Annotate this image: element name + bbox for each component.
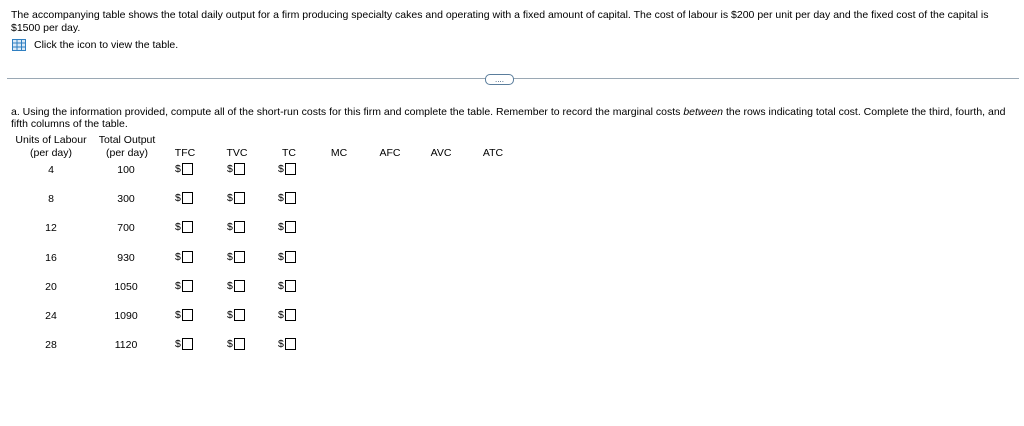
tfc-entry: $ [175,309,193,321]
tc-entry: $ [278,192,296,204]
header-avc: AVC [430,147,452,159]
tfc-entry: $ [175,338,193,350]
tvc-entry: $ [227,221,245,233]
tvc-input[interactable] [234,338,245,350]
tfc-entry: $ [175,280,193,292]
intro-text: The accompanying table shows the total daily output for a firm producing specialty cakes and operating with a fixed amount of capital. The cost of labour is $200 per unit per day and the fixed cost of the capital is $1500 per day. [11,9,989,34]
tfc-entry: $ [175,251,193,263]
tc-entry: $ [278,251,296,263]
tvc-input[interactable] [234,192,245,204]
header-total-output: Total Output (per day) [98,134,156,159]
tvc-entry: $ [227,338,245,350]
tvc-entry: $ [227,251,245,263]
output-cell: 100 [117,164,135,176]
tc-entry: $ [278,280,296,292]
tfc-entry: $ [175,221,193,233]
output-cell: 1090 [114,310,138,322]
tfc-input[interactable] [182,192,193,204]
header-units-of-labour: Units of Labour (per day) [15,134,87,159]
tfc-input[interactable] [182,280,193,292]
header-afc: AFC [379,147,401,159]
header-tfc: TFC [174,147,196,159]
tvc-entry: $ [227,163,245,175]
tc-input[interactable] [285,163,296,175]
view-table-row [12,39,178,51]
tvc-input[interactable] [234,163,245,175]
tc-entry: $ [278,163,296,175]
labour-cell: 16 [45,252,57,264]
tfc-input[interactable] [182,221,193,233]
tvc-input[interactable] [234,221,245,233]
labour-cell: 20 [45,281,57,293]
tvc-input[interactable] [234,309,245,321]
view-table-text: Click the icon to view the table. [34,39,179,51]
output-cell: 1120 [114,339,138,351]
labour-cell: 28 [45,339,57,351]
output-cell: 930 [117,252,135,264]
tvc-entry: $ [227,280,245,292]
header-mc: MC [330,147,348,159]
tvc-entry: $ [227,192,245,204]
output-cell: 700 [117,222,135,234]
tfc-input[interactable] [182,163,193,175]
tvc-entry: $ [227,309,245,321]
tvc-input[interactable] [234,251,245,263]
tc-entry: $ [278,338,296,350]
tc-input[interactable] [285,192,296,204]
output-cell: 1050 [114,281,138,293]
tc-input[interactable] [285,251,296,263]
tc-input[interactable] [285,338,296,350]
tc-entry: $ [278,221,296,233]
tfc-input[interactable] [182,251,193,263]
tfc-entry: $ [175,163,193,175]
labour-cell: 4 [48,164,54,176]
labour-cell: 24 [45,310,57,322]
tc-input[interactable] [285,280,296,292]
tfc-input[interactable] [182,338,193,350]
labour-cell: 8 [48,193,54,205]
expand-more-button[interactable]: .... [485,74,514,85]
header-atc: ATC [482,147,504,159]
tfc-input[interactable] [182,309,193,321]
output-cell: 300 [117,193,135,205]
question-text: a. Using the information provided, compute all of the short-run costs for this firm and complete the table. Remember to record the marginal costs between the rows indicating total cost. Complete the third, fourth, and fifth columns of the table. [11,106,1006,130]
tc-entry: $ [278,309,296,321]
tvc-input[interactable] [234,280,245,292]
header-tc: TC [282,147,296,159]
header-tvc: TVC [226,147,248,159]
tc-input[interactable] [285,309,296,321]
table-icon[interactable] [12,39,26,51]
tc-input[interactable] [285,221,296,233]
tfc-entry: $ [175,192,193,204]
labour-cell: 12 [45,222,57,234]
